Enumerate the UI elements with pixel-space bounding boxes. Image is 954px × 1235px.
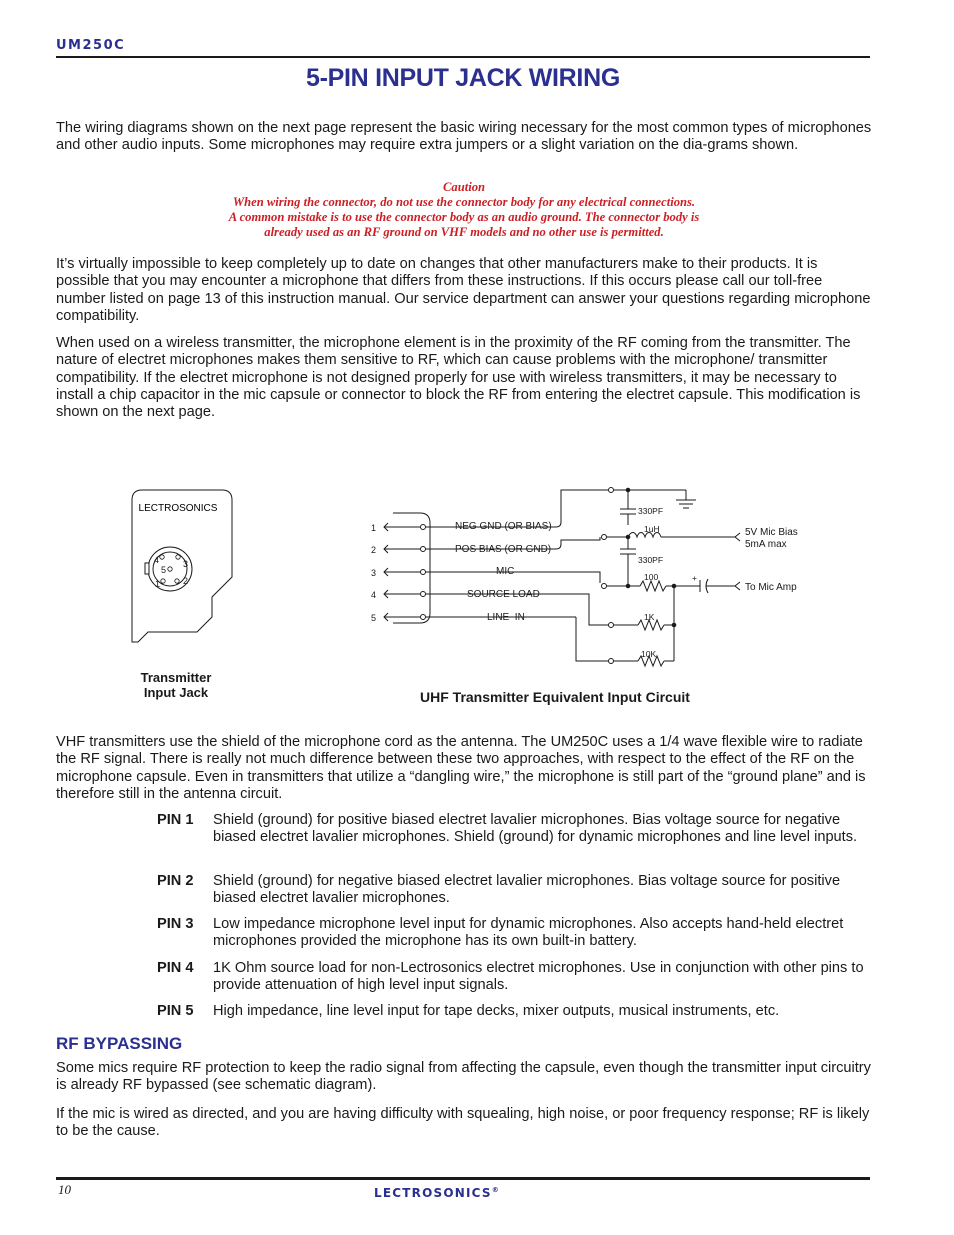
footer-rule [56,1177,870,1180]
label-resistor-100: 100 [644,572,659,582]
footer-brand [374,1186,500,1200]
pin-description-3 [157,916,872,951]
pin-text: Shield (ground) for negative biased electret lavalier microphones. Bias voltage source for positive biased electret lavalier microphones. [213,873,841,907]
label-bias-current: 5mA max [745,539,787,550]
rf-paragraph-2: If the mic is wired as directed, and you are having difficulty with squealing, high noise, or poor frequency response; RF is likely to be the cause. [56,1106,870,1140]
label-cap-plus: + [692,573,697,583]
component-labels [638,506,697,659]
caution-line-1: When wiring the connector, do not use the connector body for any electrical connections. [232,195,696,209]
circuit-pin-1: 1 [371,523,377,533]
pin-label: PIN 3 [157,916,194,932]
jack-caption-line-2: Input Jack [143,685,209,700]
rf-paragraph-1: Some mics require RF protection to keep the radio signal from affecting the capsule, even though the transmitter input circuitry is already RF bypassed (see schematic diagram). [56,1060,871,1094]
label-neg-gnd: NEG GND (OR BIAS) [455,521,552,532]
compatibility-paragraph: It’s virtually impossible to keep completely up to date on changes that other manufacturers make to their products. It is possible that you may encounter a microphone that differs from these instructions. If this occurs please call our toll-free number listed on page 13 of this instruction manual. Our service department can answer your questions regarding microphone compatibility. [56,256,871,324]
label-pos-bias: POS BIAS (OR GND) [455,544,552,555]
pin-label: PIN 4 [157,960,194,976]
pin-text: High impedance, line level input for tape decks, mixer outputs, musical instruments, etc. [213,1003,780,1019]
page-title: 5-PIN INPUT JACK WIRING [306,64,620,92]
label-cap-330pf-top: 330PF [638,506,664,516]
caution-heading: Caution [443,180,485,194]
output-labels [745,527,798,593]
jack-caption-line-1: Transmitter [140,670,212,685]
pin-description-2 [157,873,872,908]
vhf-paragraph: VHF transmitters use the shield of the microphone cord as the antenna. The UM250C uses a 1/4 wave flexible wire to radiate the RF signal. There is really not much difference between these two approaches, with respect to the effect of the RF on the microphone capsule. Even in transmitters that utilize a “dangling wire,” the microphone is still part of the “ground plane” and is therefore still in the antenna circuit. [56,734,866,802]
jack-brand-label: LECTROSONICS [138,503,218,514]
caution-line-3: already used as an RF ground on VHF models and no other use is permitted. [264,225,664,239]
pin-text: Shield (ground) for positive biased electret lavalier microphones. Bias voltage source for negative biased electret lavalier microphones. Shield (ground) for dynamic microphones and line level inputs. [213,812,858,846]
jack-pin-sockets [154,555,188,589]
pin-label: PIN 1 [157,812,194,828]
circuit-pin-4: 4 [371,590,377,600]
caution-line-2: A common mistake is to use the connector body as an audio ground. The connector body is [228,210,700,224]
pin-description-4 [157,960,872,995]
pin-contacts [384,523,426,621]
label-line-in: LINE IN [487,612,525,623]
pin-label: PIN 5 [157,1003,194,1019]
label-to-mic-amp: To Mic Amp [745,582,797,593]
wiring-figure [0,470,954,720]
caution-block [56,180,872,240]
header-rule [56,56,870,58]
jack-pin-3: 3 [183,559,189,569]
label-mic: MIC [496,566,515,577]
footer-brand-name: LECTROSONICS [374,1186,492,1200]
label-mic-bias: 5V Mic Bias [745,527,798,538]
pin-text: Low impedance microphone level input for dynamic microphones. Also accepts hand-held electret microphones provided the microphone has its own built-in battery. [213,916,844,950]
jack-pin-5: 5 [161,565,167,575]
page-number: 10 [58,1182,71,1197]
jack-pin-1: 1 [155,579,161,589]
circuit-pin-5: 5 [371,613,377,623]
jack-caption [120,670,232,700]
rf-electret-paragraph: When used on a wireless transmitter, the microphone element is in the proximity of the RF coming from the transmitter. The nature of electret microphones makes them sensitive to RF, which can cause problems with the microphone/ transmitter compatibility. If the electret microphone is not designed properly for use with wireless transmitters, it may be necessary to install a chip capacitor in the mic capsule or connector to block the RF from entering the electret capsule. This modification is shown on the next page. [56,335,861,421]
jack-pin-2: 2 [183,576,189,586]
model-name: UM250C [56,38,126,53]
pin-description-5 [157,1003,872,1020]
jack-pin-4: 4 [154,555,160,565]
label-resistor-10k: 10K [641,649,657,659]
pin-text: 1K Ohm source load for non-Lectrosonics electret microphones. Use in conjunction with other pins to provide attenuation of high level input signals. [213,960,864,994]
circuit-caption: UHF Transmitter Equivalent Input Circuit [420,689,690,705]
pin-description-1 [157,812,872,847]
label-inductor-1uh: 1uH [644,524,660,534]
rf-bypassing-heading: RF BYPASSING [56,1034,183,1053]
label-source-load: SOURCE LOAD [467,589,540,600]
label-resistor-1k: 1K [644,612,655,622]
circuit-pin-numbers [371,523,376,623]
intro-paragraph: The wiring diagrams shown on the next page represent the basic wiring necessary for the most common types of microphones and other audio inputs. Some microphones may require extra jumpers or a slight variation on the dia-grams shown. [56,120,872,154]
circuit-pin-3: 3 [371,568,377,578]
pin-label: PIN 2 [157,873,194,889]
registered-mark: ® [491,1186,500,1194]
circuit-pin-2: 2 [371,545,377,555]
label-cap-330pf-bottom: 330PF [638,555,664,565]
